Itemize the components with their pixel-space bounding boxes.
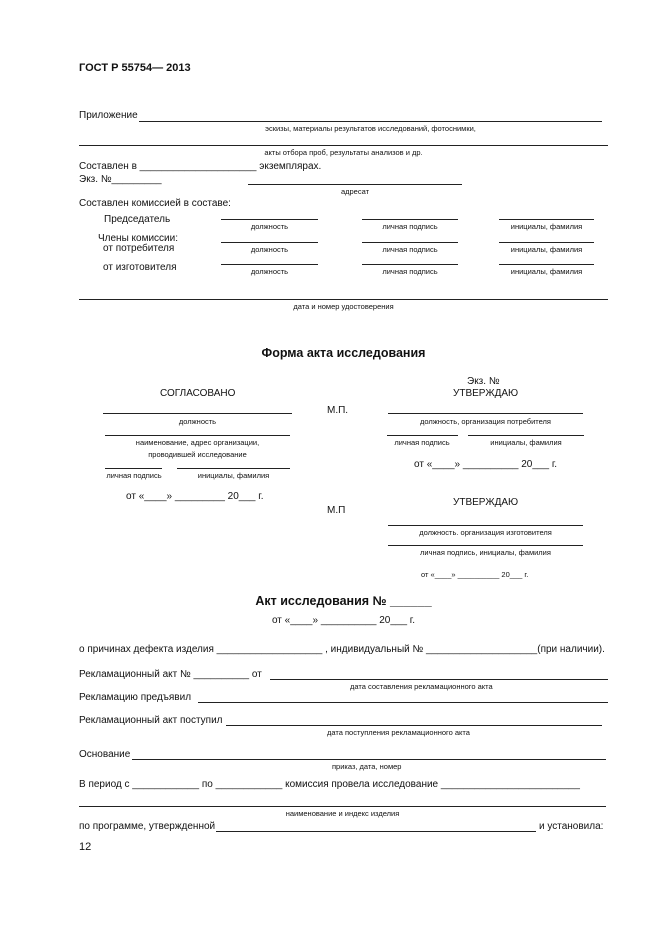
postupil-label: Рекламационный акт поступил [79,715,223,726]
izg-initsialy-caption: инициалы, фамилия [510,267,583,276]
programma-label: по программе, утвержденной [79,821,216,832]
adresat-line [248,184,462,185]
form-title: Форма акта исследования [261,346,426,360]
predsedatel-initsialy-caption: инициалы, фамилия [510,222,583,231]
utv-potr-podpis-caption: личная подпись [394,438,450,447]
act-date: от «____» __________ 20___ г. [271,615,416,626]
osnovanie-line [132,759,606,760]
soglas-podpis-line [105,468,162,469]
utverzhdayu-label-1: УТВЕРЖДАЮ [453,388,519,399]
predsedatel-dolzhnost-caption: должность [250,222,289,231]
izg-podpis-line [362,264,458,265]
soglas-date: от «____» _________ 20___ г. [126,491,264,502]
izg-dolzhnost-line [221,264,318,265]
osnovanie-label: Основание [79,749,131,760]
potr-dolzhnost-line [221,242,318,243]
izg-podpis-caption: личная подпись [382,267,438,276]
prilozhenie-caption-2: акты отбора проб, результаты анализов и др. [264,148,423,157]
utv-izg-date: от «____» __________ 20___ г. [421,570,529,579]
soglas-dolzhnost-caption: должность [178,417,217,426]
potr-dolzhnost-caption: должность [250,245,289,254]
predsedatel-podpis-caption: личная подпись [382,222,438,231]
predsedatel-podpis-line [362,219,458,220]
soglas-initsialy-caption: инициалы, фамилия [197,471,270,480]
utv-potr-initsialy-caption: инициалы, фамилия [490,438,562,447]
predyavil-line [198,702,608,703]
programma-line [216,831,536,832]
reklam-date-line [270,679,608,680]
adresat-caption: адресат [340,187,370,196]
soglas-dolzhnost-line [103,413,292,414]
ot-potrebitelya-label: от потребителя [103,243,175,254]
reklam-akt-label: Рекламационный акт № __________ от [79,669,262,680]
osnovanie-caption: приказ, дата, номер [332,762,402,771]
soglas-initsialy-line [177,468,290,469]
izg-dolzhnost-caption: должность [250,267,289,276]
prichiny-line: о причинах дефекта изделия ___________________ , индивидуальный № ____________________(при наличии). [79,644,605,655]
potr-initsialy-caption: инициалы, фамилия [510,245,583,254]
soglas-podpis-caption: личная подпись [106,471,162,480]
soglas-org-caption: наименование, адрес организации, [135,438,260,447]
page-number: 12 [79,841,92,853]
potr-podpis-line [362,242,458,243]
postupil-line [226,725,602,726]
prilozhenie-label: Приложение [79,110,138,121]
izdelie-caption: наименование и индекс изделия [285,809,400,818]
ustanovila-label: и установила: [539,821,604,832]
predsedatel-label: Председатель [104,214,171,225]
utv-potr-line [388,413,583,414]
predsedatel-dolzhnost-line [221,219,318,220]
utverzhdayu-label-2: УТВЕРЖДАЮ [453,497,519,508]
prilozhenie-caption: эскизы, материалы результатов исследований, фотоснимки, [265,124,476,133]
predyavil-label: Рекламацию предъявил [79,692,192,703]
prilozhenie-line [139,121,602,122]
sostavlen-text: Составлен в _____________________ экземплярах. [79,161,322,172]
udost-line [79,299,608,300]
utv-izg-podpis-caption: личная подпись, инициалы, фамилия [420,548,551,557]
soglasovano-label: СОГЛАСОВАНО [160,388,236,399]
predsedatel-initsialy-line [499,219,594,220]
reklam-date-caption: дата составления рекламационного акта [350,682,493,691]
izg-initsialy-line [499,264,594,265]
mp-stamp-2: М.П [327,505,346,516]
komissia-title: Составлен комиссией в составе: [79,198,231,209]
period-line: В период с ____________ по ____________ комиссия провела исследование _________________________ [79,779,580,790]
izdelie-line [79,806,606,807]
potr-initsialy-line [499,242,594,243]
utv-potr-date: от «____» __________ 20___ г. [414,459,558,470]
prilozhenie-line-2 [79,145,608,146]
ot-izgotovitelya-label: от изготовителя [103,262,177,273]
mp-stamp-1: М.П. [327,405,349,416]
standard-number: ГОСТ Р 55754— 2013 [79,62,191,74]
act-title: Акт исследования № ______ [255,594,432,608]
utv-izg-caption: должность. организация изготовителя [419,528,552,537]
potr-podpis-caption: личная подпись [382,245,438,254]
udost-caption: дата и номер удостоверения [293,302,394,311]
postupil-caption: дата поступления рекламационного акта [327,728,470,737]
soglas-org-caption-2: проводившей исследование [148,450,247,459]
utv-izg-line [388,525,583,526]
utv-izg-podpis-line [388,545,583,546]
utv-potr-caption: должность, организация потребителя [420,417,551,426]
utv-potr-podpis-line [387,435,458,436]
eks-number: Экз. №_________ [79,174,162,185]
form-eks-number: Экз. № [467,376,500,387]
chleny-label: Члены комиссии: [98,233,179,244]
soglas-org-line [105,435,290,436]
utv-potr-initsialy-line [468,435,584,436]
